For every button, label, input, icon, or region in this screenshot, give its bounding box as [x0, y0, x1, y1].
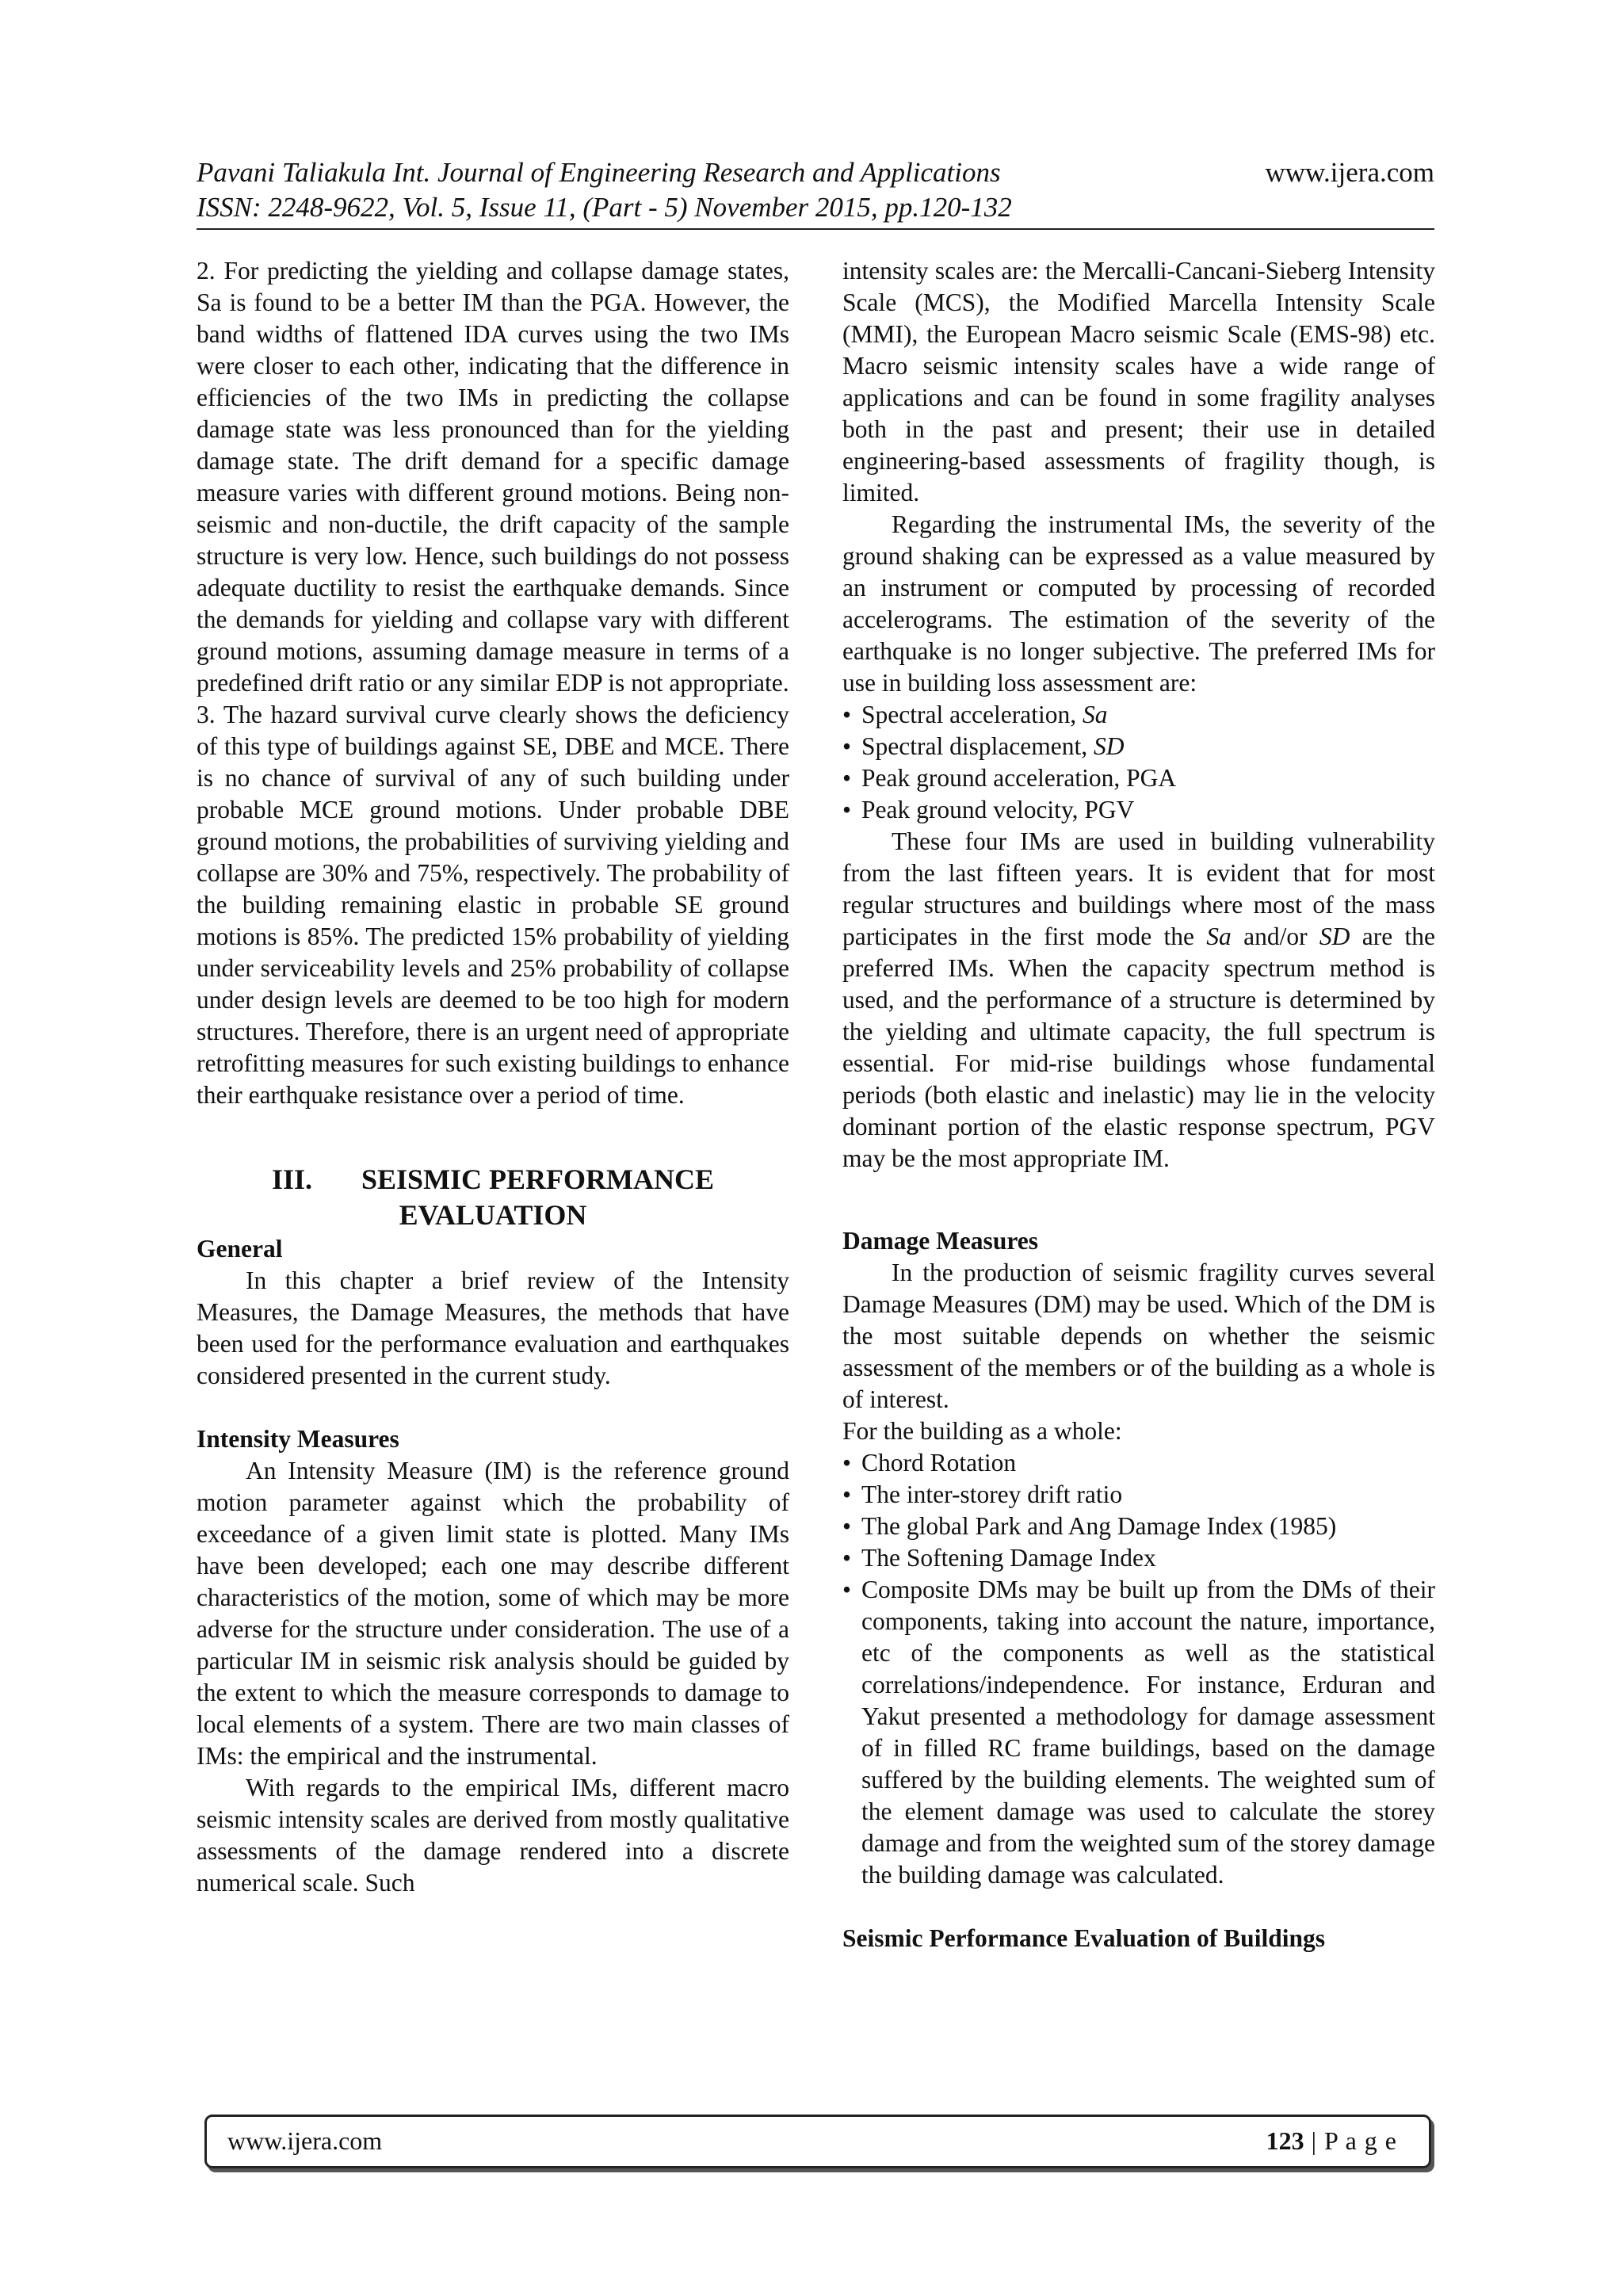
section-title-line-2: EVALUATION: [399, 1199, 587, 1231]
section-number: III.: [271, 1163, 312, 1195]
instrumental-ims-paragraph: Regarding the instrumental IMs, the severity of the ground shaking can be expressed as a value measured by an instrument or computed by processing of recorded accelerograms. The estimation of the severity of the earthquake is no longer subjective. The preferred IMs for use in building loss assessment are:: [842, 510, 1435, 697]
dm-list: [842, 1447, 1435, 1891]
damage-measures-heading: Damage Measures: [842, 1227, 1038, 1255]
im-list: [842, 699, 1435, 826]
header-website-link[interactable]: www.ijera.com: [1265, 157, 1434, 188]
bullet-icon: •: [842, 1576, 852, 1603]
bullet-icon: •: [842, 701, 852, 728]
bullet-icon: •: [842, 732, 852, 760]
seismic-performance-heading: Seismic Performance Evaluation of Buildings: [842, 1924, 1325, 1952]
conclusion-point-3: 3. The hazard survival curve clearly shows the deficiency of this type of buildings against SE, DBE and MCE. There is no chance of survival of any of such building under probable MCE ground motions. Under probable DBE ground motions, the probabilities of surviving yielding and collapse are 30% and 75%, respectively. The probability of the building remaining elastic in probable SE ground motions is 85%. The predicted 15% probability of yielding under serviceability levels and 25% probability of collapse under design levels are deemed to be too high for modern structures. Therefore, there is an urgent need of appropriate retrofitting measures for such existing buildings to enhance their earthquake resistance over a period of time.: [197, 701, 789, 1109]
building-whole-label: For the building as a whole:: [842, 1417, 1122, 1445]
page-footer: [204, 2115, 1431, 2168]
list-item: • Peak ground velocity, PGV: [842, 794, 1435, 826]
list-item: • Composite DMs may be built up from the DMs of their components, taking into account the nature, importance, etc of the components as well as the statistical correlations/independence. For instance, Erduran and Yakut presented a methodology for damage assessment of in filled RC frame buildings, based on the damage suffered by the building elements. The weighted sum of the element damage was used to calculate the storey damage and from the weighted sum of the storey damage the building damage was calculated.: [842, 1576, 1435, 1889]
general-heading: General: [197, 1235, 283, 1263]
right-column: [842, 255, 1435, 1954]
conclusion-point-2: 2. For predicting the yielding and collapse damage states, Sa is found to be a better IM than the PGA. However, the band widths of flattened IDA curves using the two IMs were closer to each other, indicating that the difference in efficiencies of the two IMs in predicting the collapse damage state was less pronounced than for the yielding damage state. The drift demand for a specific damage measure varies with different ground motions. Being non-seismic and non-ductile, the drift capacity of the sample structure is very low. Hence, such buildings do not possess adequate ductility to resist the earthquake demands. Since the demands for yielding and collapse vary with different ground motions, assuming damage measure in terms of a predefined drift ratio or any similar EDP is not appropriate.: [197, 257, 789, 697]
section-title-line-1: SEISMIC PERFORMANCE: [361, 1163, 715, 1195]
list-item: • The global Park and Ang Damage Index (1985): [842, 1511, 1435, 1542]
bullet-icon: •: [842, 1449, 852, 1477]
damage-measures-paragraph: In the production of seismic fragility curves several Damage Measures (DM) may be used. Which of the DM is the most suitable depends on whether the seismic assessment of the members or of the building as a whole is of interest.: [842, 1259, 1435, 1413]
bullet-icon: •: [842, 764, 852, 792]
list-item: • Spectral displacement, SD: [842, 731, 1435, 762]
section-heading: [197, 1162, 789, 1233]
list-item: • Peak ground acceleration, PGA: [842, 762, 1435, 794]
footer-website-link[interactable]: www.ijera.com: [227, 2126, 383, 2155]
list-item: • The inter-storey drift ratio: [842, 1479, 1435, 1511]
page-number: 123 | P a g e: [1266, 2126, 1397, 2155]
empirical-ims-paragraph: With regards to the empirical IMs, different macro seismic intensity scales are derived from mostly qualitative assessments of the damage rendered into a discrete numerical scale. Such: [197, 1774, 789, 1897]
list-item: • The Softening Damage Index: [842, 1542, 1435, 1574]
bullet-icon: •: [842, 1512, 852, 1540]
issn-line: ISSN: 2248-9622, Vol. 5, Issue 11, (Part - 5) November 2015, pp.120-132: [197, 192, 1012, 223]
bullet-icon: •: [842, 796, 852, 823]
list-item: • Spectral acceleration, Sa: [842, 699, 1435, 731]
intensity-measures-heading: Intensity Measures: [197, 1425, 399, 1453]
journal-title: Pavani Taliakula Int. Journal of Engineering Research and Applications: [197, 157, 1001, 188]
intensity-measures-paragraph: An Intensity Measure (IM) is the reference ground motion parameter against which the probability of exceedance of a given limit state is plotted. Many IMs have been developed; each one may describe different characteristics of the motion, some of which may be more adverse for the structure under consideration. The use of a particular IM in seismic risk analysis should be guided by the extent to which the measure corresponds to damage to local elements of a system. There are two main classes of IMs: the empirical and the instrumental.: [197, 1457, 789, 1770]
bullet-icon: •: [842, 1480, 852, 1508]
general-paragraph: In this chapter a brief review of the Intensity Measures, the Damage Measures, the methods that have been used for the performance evaluation and earthquakes considered presented in the current study.: [197, 1266, 789, 1389]
left-column: [197, 255, 789, 1899]
preferred-ims-paragraph: These four IMs are used in building vulnerability from the last fifteen years. It is evident that for most regular structures and buildings where most of the mass participates in the first mode the Sa and/or SD are the preferred IMs. When the capacity spectrum method is used, and the performance of a structure is determined by the yielding and ultimate capacity, the full spectrum is essential. For mid-rise buildings whose fundamental periods (both elastic and inelastic) may lie in the velocity dominant portion of the elastic response spectrum, PGV may be the most appropriate IM.: [842, 827, 1435, 1172]
intensity-scales-paragraph: intensity scales are: the Mercalli-Cancani-Sieberg Intensity Scale (MCS), the Modified Marcella Intensity Scale (MMI), the European Macro seismic Scale (EMS-98) etc. Macro seismic intensity scales have a wide range of applications and can be found in some fragility analyses both in the past and present; their use in detailed engineering-based assessments of fragility though, is limited.: [842, 257, 1435, 506]
list-item: • Chord Rotation: [842, 1447, 1435, 1479]
bullet-icon: •: [842, 1544, 852, 1572]
running-header: [197, 155, 1434, 230]
